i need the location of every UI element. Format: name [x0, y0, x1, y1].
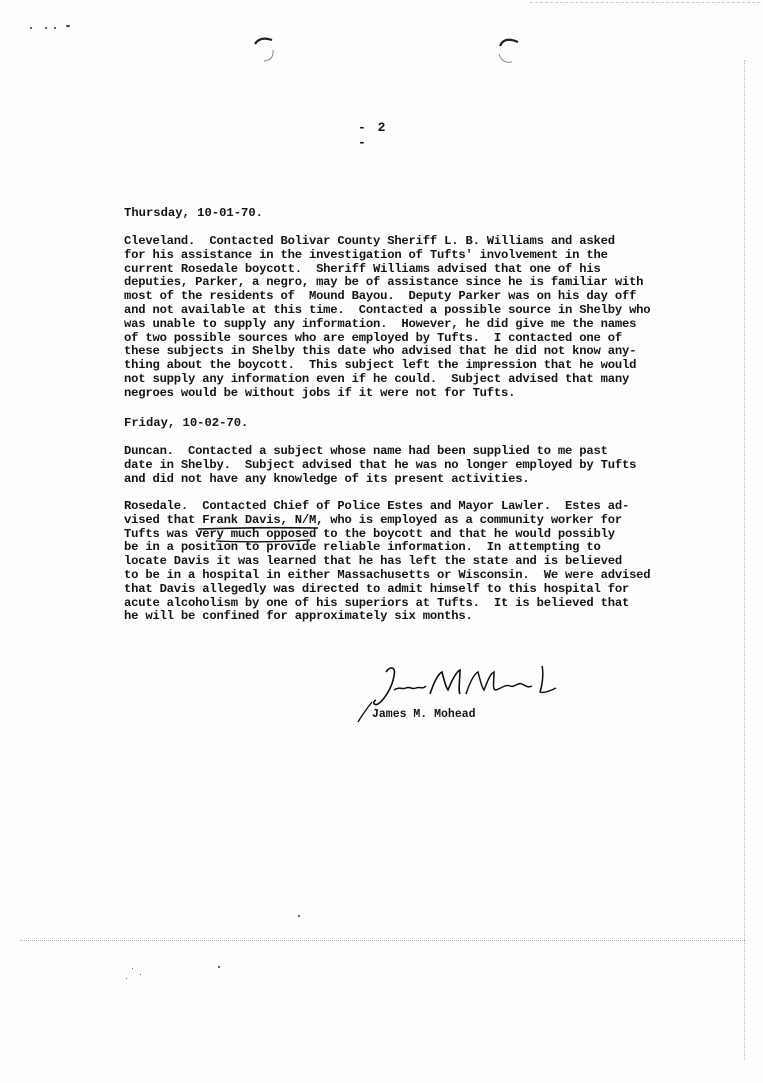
entry-paragraph	[124, 235, 664, 401]
text-line: thing about the boycott. This subject left the impression that he would	[124, 358, 637, 373]
text-line: Rosedale. Contacted Chief of Police Estes and Mayor Lawler. Estes ad-	[124, 499, 630, 513]
speck	[298, 915, 300, 917]
signer-name: James M. Mohead	[372, 708, 476, 721]
speck	[140, 974, 141, 975]
text-line: these subjects in Shelby this date who advised that he did not know any-	[124, 344, 637, 359]
speck	[45, 27, 47, 29]
text-line: was unable to supply any information. However, he did give me the names	[124, 316, 637, 331]
text-line: Tufts was very much opposed to the boycott and that he would possibly	[124, 526, 615, 541]
text-line: Cleveland. Contacted Bolivar County Sheriff L. B. Williams and asked	[124, 234, 615, 248]
text-line: locate Davis it was learned that he has left the state and is believed	[124, 554, 622, 569]
speck	[66, 25, 70, 27]
text-line: date in Shelby. Subject advised that he was no longer employed by Tufts	[124, 457, 637, 472]
text-line: and did not have any knowledge of its present activities.	[124, 471, 530, 486]
text-line: and not available at this time. Contacted a possible source in Shelby who	[124, 302, 651, 317]
speck	[54, 27, 56, 29]
text-line: he will be confined for approximately six months.	[124, 609, 473, 624]
speck	[132, 968, 133, 969]
handwritten-signature	[372, 660, 572, 710]
punch-hole-right-icon	[496, 34, 522, 64]
text-line: acute alcoholism by one of his superiors at Tufts. It is believed that	[124, 595, 630, 610]
entry-date: Thursday, 10-01-70.	[124, 206, 263, 220]
text-line: negroes would be without jobs if it were not for Tufts.	[124, 385, 516, 400]
text-line: that Davis allegedly was directed to admit himself to this hospital for	[124, 581, 630, 596]
text-line: be in a position to provide reliable information. In attempting to	[124, 540, 601, 555]
handwritten-underline	[214, 537, 314, 545]
speck	[30, 27, 32, 29]
entry-date: Friday, 10-02-70.	[124, 416, 249, 430]
text-line: deputies, Parker, a negro, may be of assistance since he is familiar with	[124, 275, 644, 290]
punch-hole-left-icon	[252, 34, 278, 64]
text-line: current Rosedale boycott. Sheriff Williams advised that one of his	[124, 261, 601, 276]
text-line: Duncan. Contacted a subject whose name had been supplied to me past	[124, 444, 608, 458]
text-line: to be in a hospital in either Massachusetts or Wisconsin. We were advised	[124, 567, 651, 582]
speck	[218, 966, 220, 968]
text-line: vised that Frank Davis, N/M, who is employed as a community worker for	[124, 512, 622, 527]
text-line: of two possible sources who are employed by Tufts. I contacted one of	[124, 330, 622, 345]
speck	[126, 978, 127, 979]
entry-paragraph	[124, 445, 664, 486]
text-line: not supply any information even if he could. Subject advised that many	[124, 371, 630, 386]
text-line: for his assistance in the investigation of Tufts' involvement in the	[124, 247, 608, 262]
text-line: most of the residents of Mound Bayou. Deputy Parker was on his day off	[124, 289, 637, 304]
scan-edge-bottom	[20, 940, 745, 942]
scan-edge-right	[743, 60, 745, 1060]
scan-edge-top	[530, 2, 760, 4]
page-number: - 2 -	[358, 120, 388, 150]
handwritten-underline	[196, 525, 326, 535]
entry-paragraph	[124, 500, 664, 624]
signature-flourish	[354, 700, 374, 726]
